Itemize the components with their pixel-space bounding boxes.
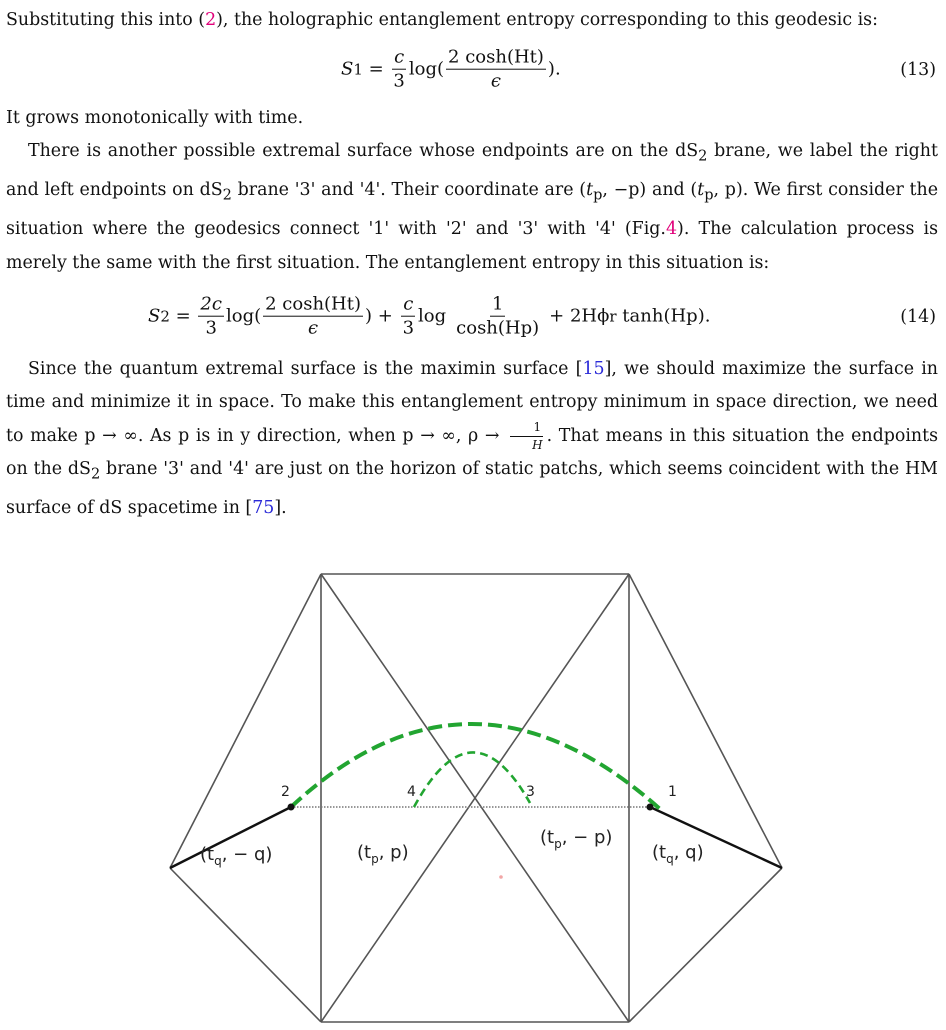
text-sub: 2 <box>698 148 708 165</box>
equation-number: (13) <box>900 59 936 80</box>
coord-sub: q <box>666 852 674 866</box>
left-upper-edge <box>170 574 321 868</box>
eq-sub: 1 <box>353 60 363 79</box>
math-sub: p <box>593 187 603 204</box>
coord-tp-minus-p <box>540 827 612 851</box>
frac-den: ϵ <box>490 71 502 93</box>
frac-den: cosh(Hp) <box>456 318 540 339</box>
inner-geodesic-3-4 <box>414 752 530 807</box>
equation-number: (14) <box>900 306 936 327</box>
coord-sub: p <box>371 852 379 866</box>
frac-den: 3 <box>205 318 217 339</box>
right-upper-edge <box>629 574 782 868</box>
line-grows: It grows monotonically with time. <box>6 107 304 128</box>
frac-num: 2 cosh(Ht) <box>263 294 363 317</box>
frac-den: 3 <box>402 318 415 339</box>
text: ). The calculation process is merely the same with the first situation. The entanglement entropy in this situation is: <box>6 219 939 273</box>
math: , −p) <box>602 180 647 201</box>
coord-part: (t <box>652 842 667 863</box>
eq-text: tanh(Hp). <box>616 306 711 327</box>
frac-den: ϵ <box>308 318 319 339</box>
text: brane '3' and '4' are just on the horizon of static patchs, which seems coincident with the HM surface of dS spacetime in [ <box>6 459 938 519</box>
math: , p) <box>713 180 743 201</box>
frac-num: 1 <box>510 421 544 437</box>
endpoint-1-dot <box>647 804 654 811</box>
text: brane, we label the right and left endpoints on dS <box>6 141 938 201</box>
eq-sub: 2 <box>160 307 170 326</box>
frac-num: c <box>401 294 415 317</box>
frac-num: 2c <box>198 294 224 317</box>
left-lower-edge <box>170 868 321 1022</box>
coord-part: (t <box>200 844 215 865</box>
frac-den: H <box>532 437 543 452</box>
right-lower-edge <box>629 868 782 1022</box>
coord-tq-minus-q <box>200 844 272 868</box>
label-2: 2 <box>281 784 290 800</box>
diagram-frame-lines <box>170 574 782 1022</box>
coord-part: , q) <box>673 842 704 863</box>
text: There is another possible extremal surface whose endpoints are on the dS <box>28 141 699 162</box>
citation-link[interactable]: 15 <box>582 358 605 379</box>
eq-text: ). <box>547 59 561 81</box>
eq-sub: r <box>609 307 617 326</box>
frac-num: 1 <box>490 294 505 317</box>
eq-text: ) + <box>365 306 399 327</box>
text: . We first consider the situation where the geodesics connect '1' with '2' and '3' with '4' (Fig. <box>6 180 939 240</box>
center-mark <box>499 875 503 879</box>
frac-den: 3 <box>393 71 405 93</box>
equation-14: S 2 = $\frac{2c}{3}$ log( $\frac{2 \cosh(Ht)}{\epsilon}$ ) + $\frac{c}{3}$ log $\frac{1}{\cosh(Hp)}$ + 2Hϕ r tanh(Hp). (14) <box>148 293 936 339</box>
eq-text: log( <box>225 306 262 327</box>
eq-symbol: S <box>148 306 161 327</box>
figure-ref-link[interactable]: 4 <box>665 219 678 240</box>
text: . That means in this situation the endpoints on the dS <box>6 425 938 480</box>
coord-part: (t <box>540 827 555 848</box>
math: t <box>697 180 705 201</box>
coord-part: , − q) <box>221 844 273 865</box>
eq-text: log <box>418 306 447 327</box>
coord-part: (t <box>357 842 372 863</box>
text: Substituting this into ( <box>6 10 206 30</box>
coord-part: , p) <box>378 842 409 863</box>
text: brane '3' and '4'. Their coordinate are ( <box>231 180 587 201</box>
endpoint-2-dot <box>288 804 295 811</box>
eq-text: + 2Hϕ <box>549 306 610 327</box>
coord-tq-q <box>652 842 704 866</box>
eq-symbol: S <box>341 59 354 81</box>
text: Since the quantum extremal surface is the maximin surface [ <box>28 358 583 379</box>
equation-ref-link[interactable]: 2 <box>205 10 217 30</box>
text-sub: 2 <box>90 466 101 483</box>
text: ], we should maximize the surface in time and minimize it in space. To make this entanglement entropy minimum in space direction, we need to make p → ∞. As p is in y direction, when p → ∞, ρ → <box>6 358 938 446</box>
coord-tp-p <box>357 842 409 866</box>
coord-sub: p <box>554 837 562 851</box>
label-3: 3 <box>526 784 535 800</box>
equation-13: S 1 = $\frac{c}{3}$ log( $\frac{2 \cosh(Ht)}{\epsilon}$ ). (13) <box>341 46 936 93</box>
text: and ( <box>646 180 698 201</box>
citation-link[interactable]: 75 <box>252 498 275 519</box>
math-sub: p <box>704 187 714 204</box>
frac-num: c <box>392 47 406 70</box>
text-sub: 2 <box>222 187 232 204</box>
text: ), the holographic entanglement entropy corresponding to this geodesic is: <box>216 10 878 30</box>
eq-text: log( <box>408 59 445 81</box>
coord-sub: q <box>214 854 222 868</box>
text: ]. <box>274 498 287 519</box>
label-1: 1 <box>668 784 677 800</box>
label-4: 4 <box>407 784 416 800</box>
frac-num: 2 cosh(Ht) <box>446 47 546 70</box>
math: t <box>586 180 594 201</box>
coord-part: , − p) <box>561 827 613 848</box>
